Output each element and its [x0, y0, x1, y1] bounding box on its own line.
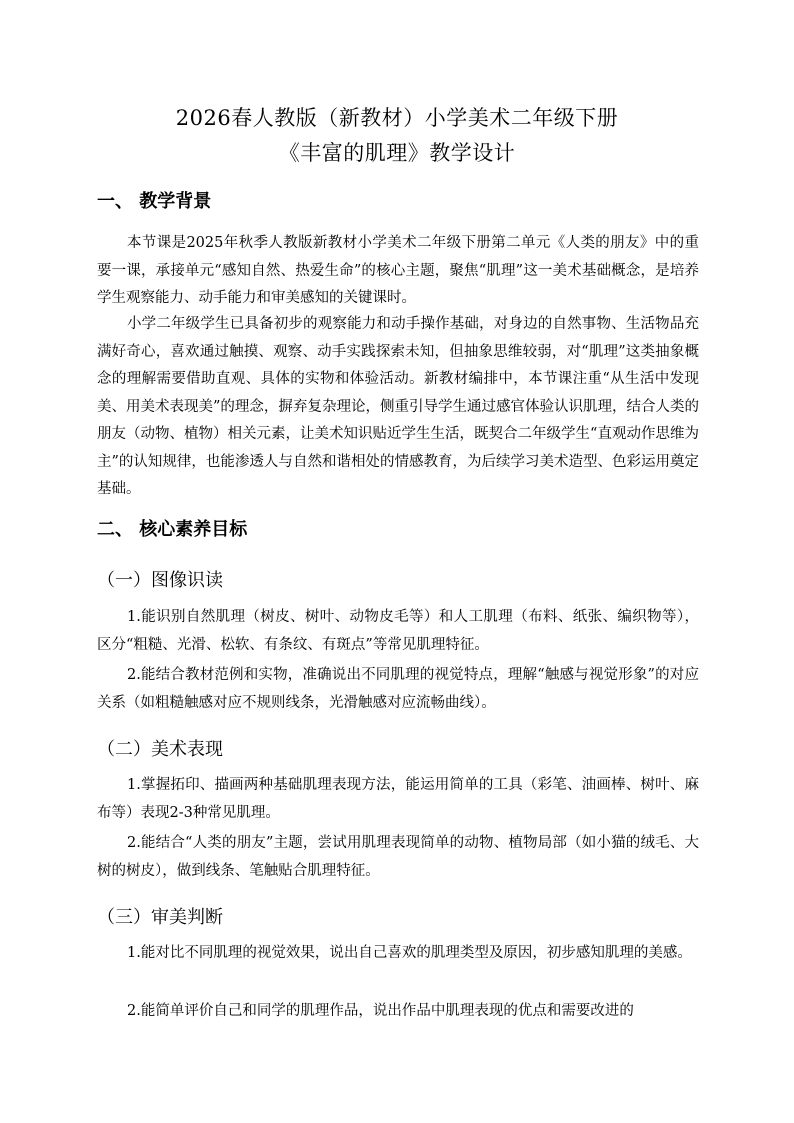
paragraph-image-reading-2: 2.能结合教材范例和实物，准确说出不同肌理的视觉特点，理解“触感与视觉形象”的对应关系（如粗糙触感对应不规则线条，光滑触感对应流畅曲线）。 — [97, 667, 699, 711]
paragraph-aesthetic-judgment-2: 2.能简单评价自己和同学的肌理作品，说出作品中肌理表现的优点和需要改进的 — [127, 1003, 634, 1019]
subsection-heading-aesthetic-judgment: （三）审美判断 — [97, 907, 223, 928]
document-title-line-2: 《丰富的肌理》教学设计 — [278, 141, 516, 165]
paragraph-art-expression-2: 2.能结合“人类的朋友”主题，尝试用肌理表现简单的动物、植物局部（如小猫的绒毛、大树的树皮），做到线条、笔触贴合肌理特征。 — [97, 835, 699, 879]
document-title-line-1: 2026春人教版（新教材）小学美术二年级下册 — [175, 106, 619, 130]
paragraph-aesthetic-judgment-1: 1.能对比不同肌理的视觉效果，说出自己喜欢的肌理类型及原因，初步感知肌理的美感。 — [127, 945, 692, 961]
paragraph-background-2: 小学二年级学生已具备初步的观察能力和动手操作基础，对身边的自然事物、生活物品充满好奇心，喜欢通过触摸、观察、动手实践探索未知，但抽象思维较弱，对“肌理”这类抽象概念的理解需要借助直观、具体的实物和体验活动。新教材编排中，本节课注重“从生活中发现美、用美术表现美”的理念，摒弃复杂理论，侧重引导学生通过感官体验认识肌理，结合人类的朋友（动物、植物）相关元素，让美术知识贴近学生生活，既契合二年级学生“直观动作思维为主”的认知规律，也能渗透人与自然和谐相处的情感教育，为后续学习美术造型、色彩运用奠定基础。 — [97, 316, 699, 497]
paragraph-background-1: 本节课是2025年秋季人教版新教材小学美术二年级下册第二单元《人类的朋友》中的重要一课，承接单元“感知自然、热爱生命”的核心主题，聚焦“肌理”这一美术基础概念，是培养学生观察能力、动手能力和审美感知的关键课时。 — [97, 235, 699, 306]
section-heading-core-literacy-goals: 二、 核心素养目标 — [97, 519, 248, 540]
subsection-heading-image-reading: （一）图像识读 — [97, 570, 223, 591]
paragraph-image-reading-1: 1.能识别自然肌理（树皮、树叶、动物皮毛等）和人工肌理（布料、纸张、编织物等），区分“粗糙、光滑、松软、有条纹、有斑点”等常见肌理特征。 — [97, 609, 699, 653]
section-heading-teaching-background: 一、 教学背景 — [97, 191, 212, 212]
subsection-heading-art-expression: （二）美术表现 — [97, 739, 223, 760]
paragraph-art-expression-1: 1.掌握拓印、描画两种基础肌理表现方法，能运用简单的工具（彩笔、油画棒、树叶、麻布等）表现2-3种常见肌理。 — [97, 777, 699, 821]
